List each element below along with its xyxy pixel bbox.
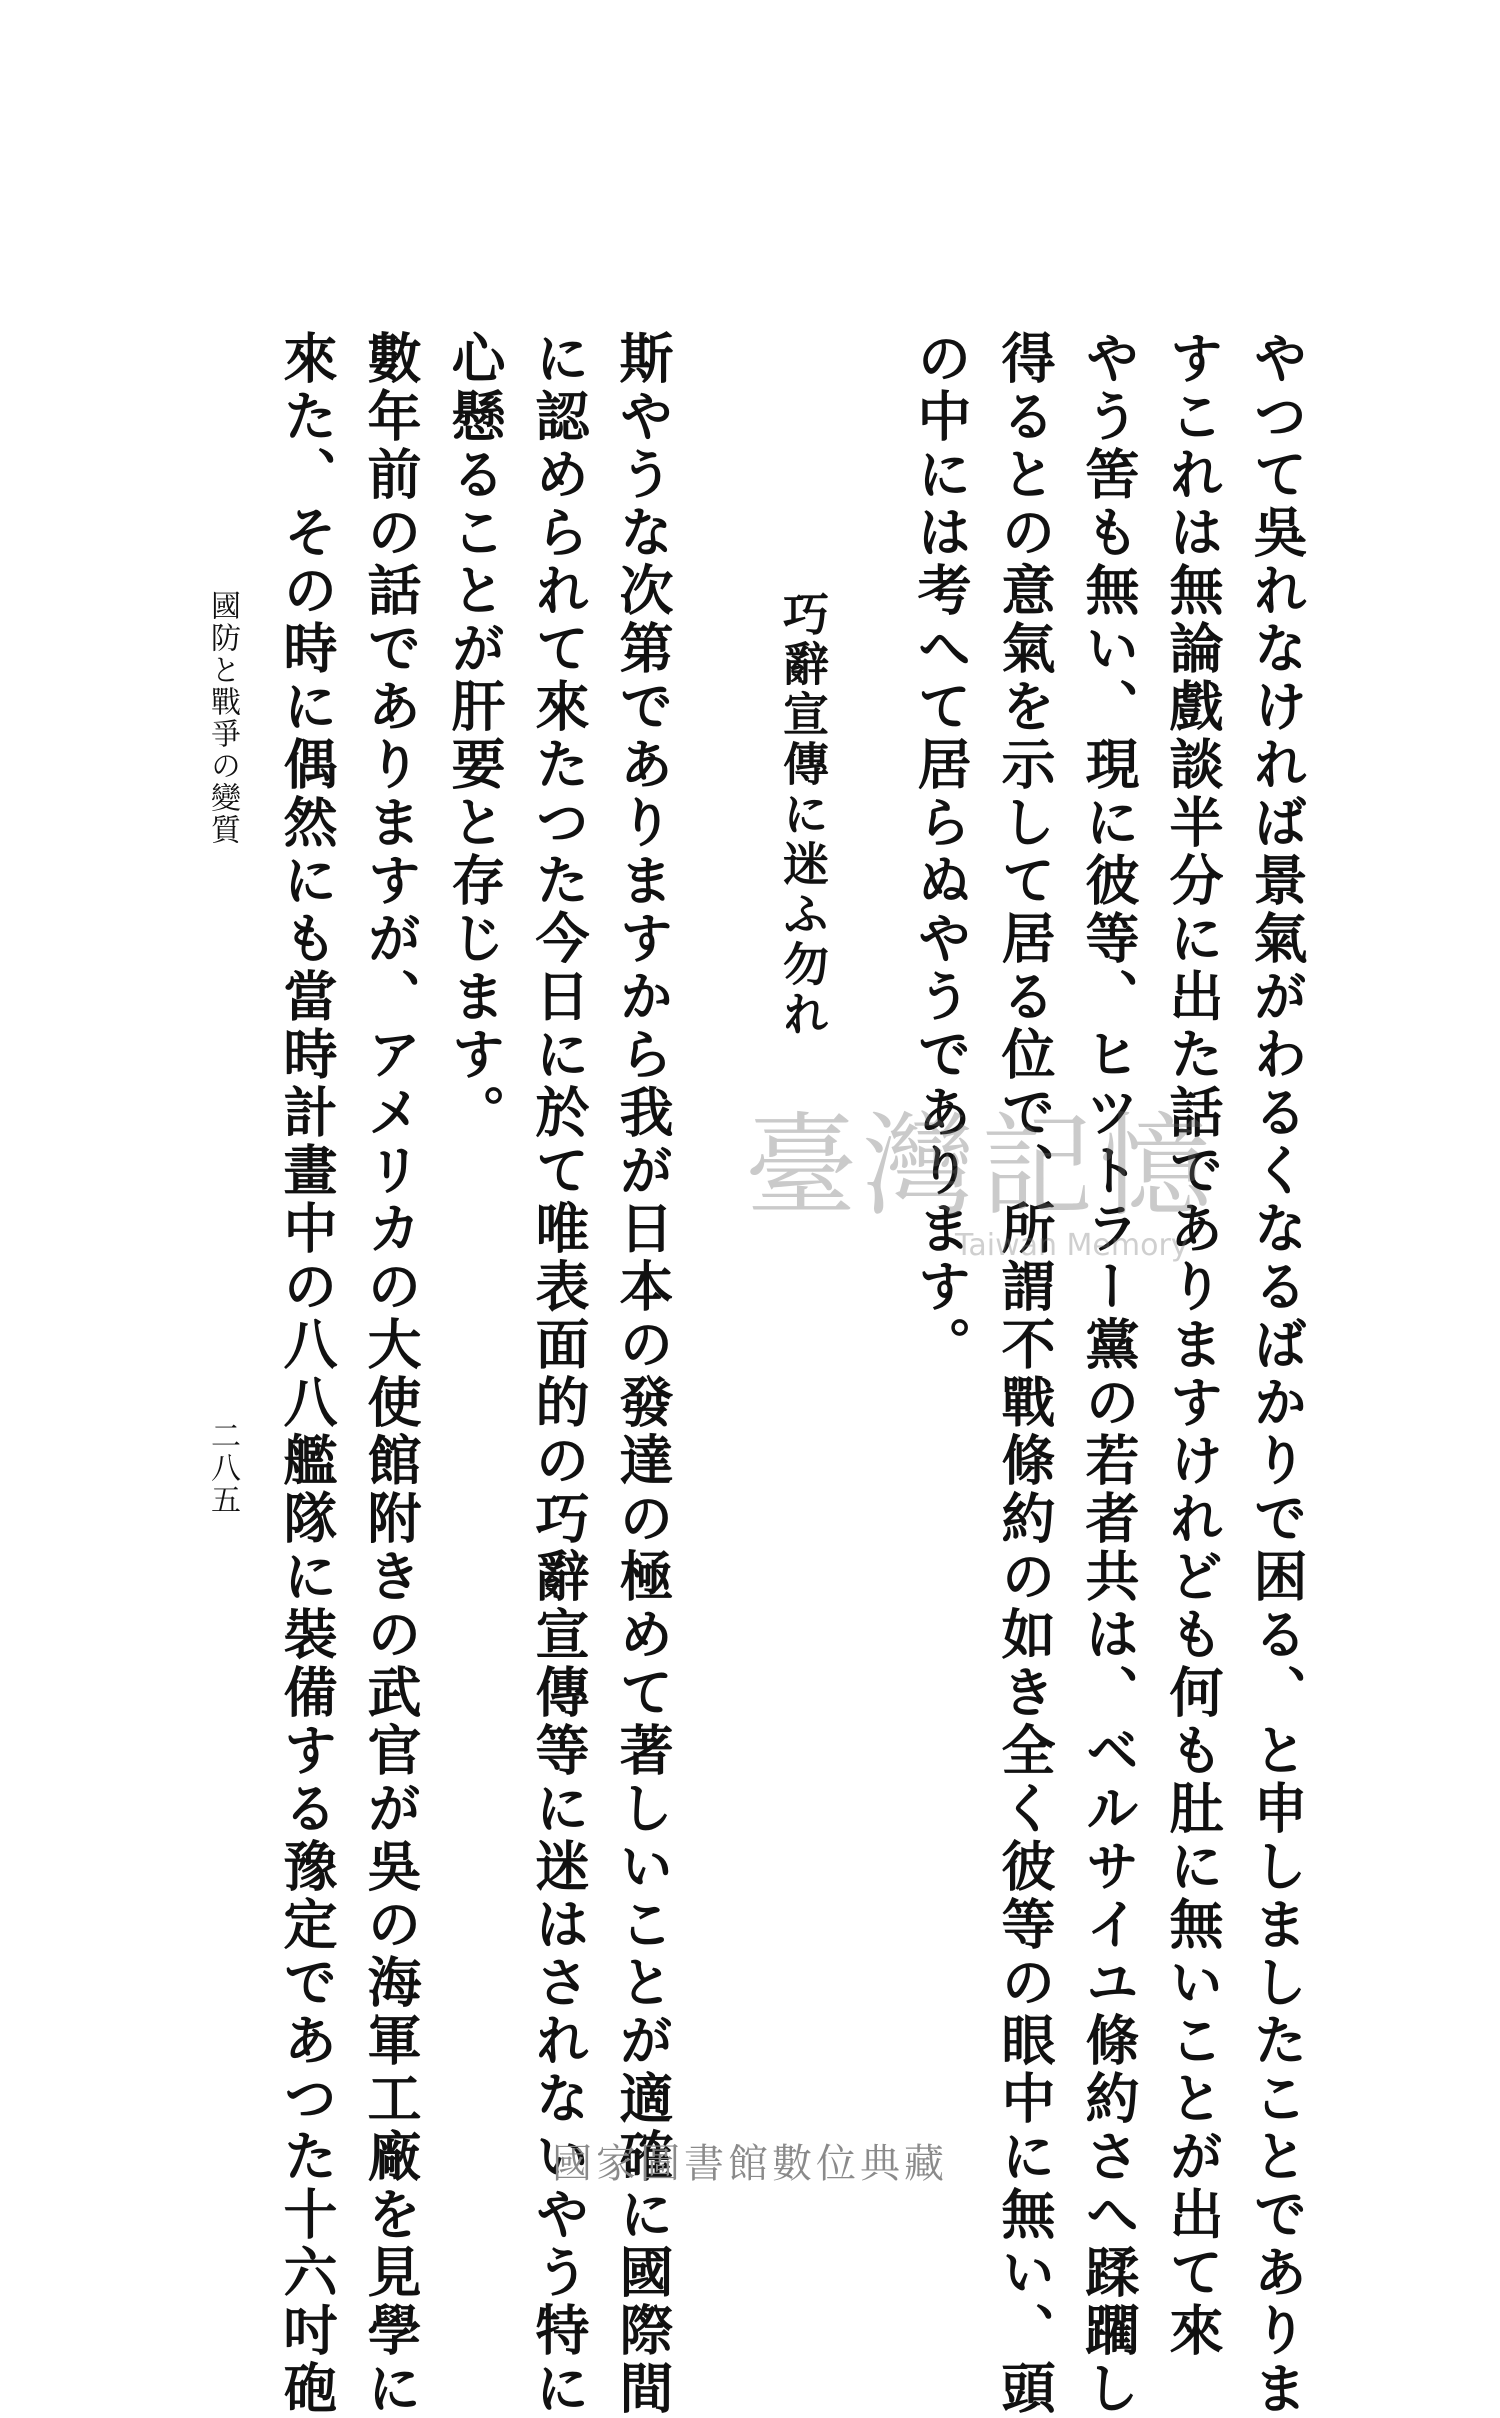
footer-credit: 國家圖書館數位典藏 [552,2141,948,2187]
section-heading: 巧辭宣傳に迷ふ勿れ [776,590,830,1040]
page-number: 二八五 [205,1420,240,1516]
text-column-4: 得るとの意氣を示して居る位で、所謂不戰條約の如き全く彼等の眼中に無い、頭 [993,330,1057,2418]
text-column-1: やつて吳れなければ景氣がわるくなるばかりで困る、と申しましたことでありま [1245,330,1309,2418]
text-column-3: やう筈も無い、現に彼等、ヒツトラー黨の若者共は、ベルサイユ條約さへ蹂躙し [1077,330,1141,2418]
text-column-2: すこれは無論戲談半分に出た話でありますけれども何も肚に無いことが出て來 [1161,330,1225,2360]
text-column-9: 數年前の話でありますが、アメリカの大使館附きの武官が吳の海軍工廠を見學に [359,330,423,2418]
text-column-8: 心懸ることが肝要と存じます。 [443,330,507,1142]
watermark-subtext: Taiwan Memory [955,1228,1189,1263]
running-title: 國防と戰爭の變質 [205,590,240,846]
text-column-6: 斯やうな次第でありますから我が日本の發達の極めて著しいことが適確に國際間 [611,330,675,2418]
text-column-5: の中には考へて居らぬやうであります。 [909,330,973,1374]
text-column-10: 來た、その時に偶然にも當時計畫中の八八艦隊に裝備する豫定であつた十六吋砲 [275,330,339,2418]
watermark-text: 臺灣記憶 [745,1102,1217,1232]
text-column-7: に認められて來たつた今日に於て唯表面的の巧辭宣傳等に迷はされないやう特に [527,330,591,2418]
